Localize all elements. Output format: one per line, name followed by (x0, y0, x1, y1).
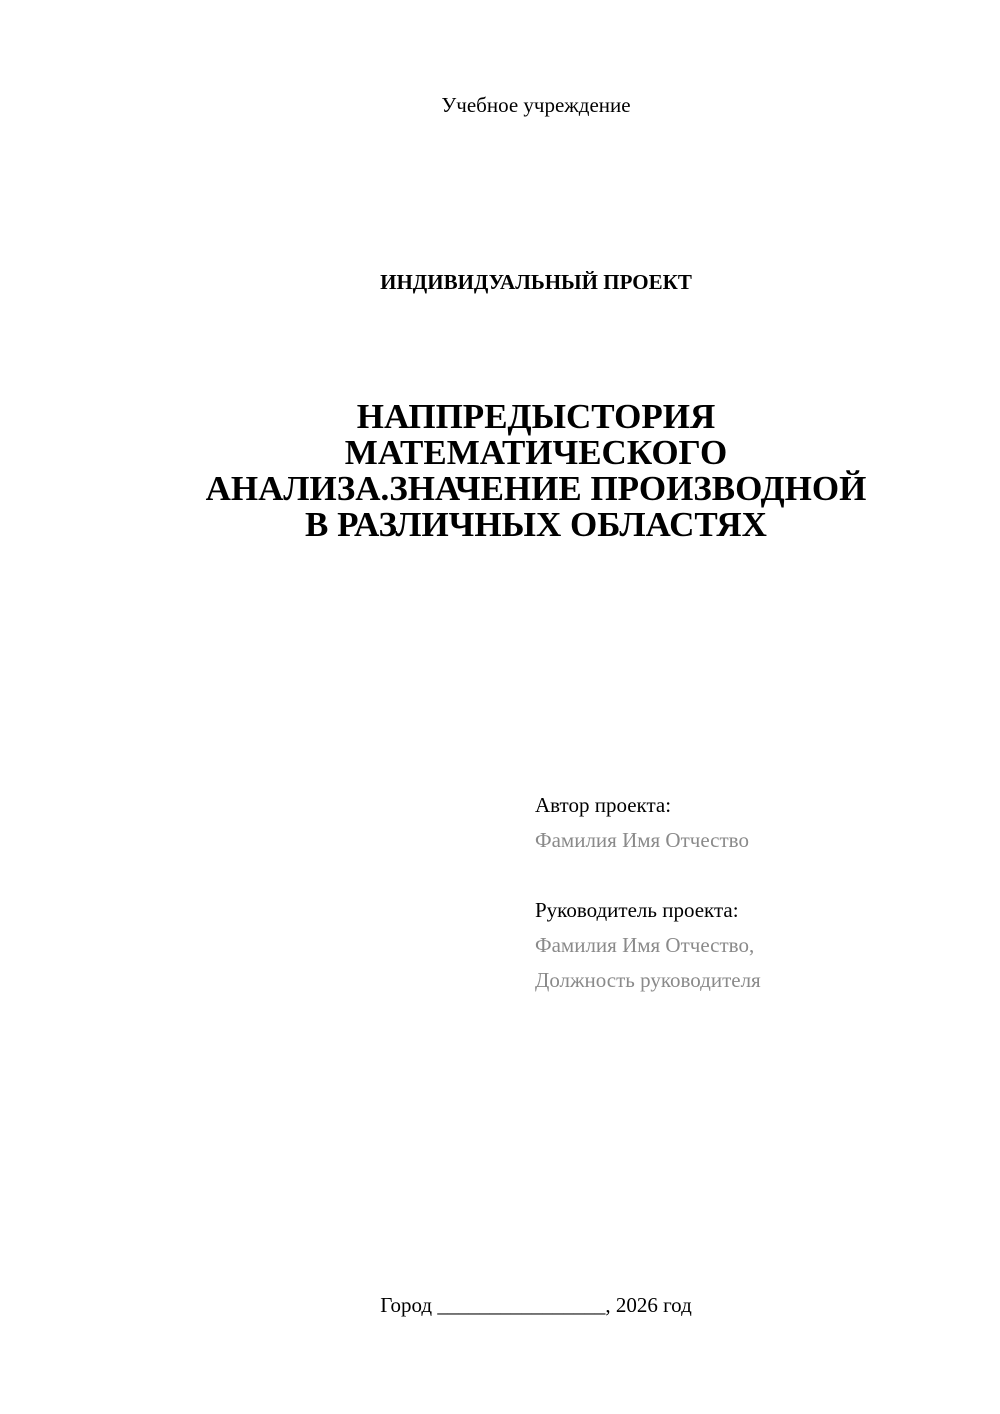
project-title-line-4: В РАЗЛИЧНЫХ ОБЛАСТЯХ (305, 505, 767, 544)
supervisor-name: Фамилия Имя Отчество, (535, 933, 755, 957)
project-title-line-1: НАППРЕДЫСТОРИЯ (356, 397, 716, 436)
institution-name: Учебное учреждение (441, 93, 631, 117)
supervisor-label: Руководитель проекта: (535, 898, 739, 922)
city-year-line: Город ________________, 2026 год (380, 1293, 692, 1317)
project-title-line-3: АНАЛИЗА.ЗНАЧЕНИЕ ПРОИЗВОДНОЙ (205, 469, 867, 508)
document-type: ИНДИВИДУАЛЬНЫЙ ПРОЕКТ (380, 270, 692, 294)
author-name: Фамилия Имя Отчество (535, 828, 749, 852)
project-title (150, 399, 922, 543)
project-title-line-2: МАТЕМАТИЧЕСКОГО (344, 433, 728, 472)
supervisor-position: Должность руководителя (535, 968, 761, 992)
credits-spacer (535, 858, 975, 893)
author-label: Автор проекта: (535, 793, 672, 817)
credits-block (535, 788, 975, 998)
